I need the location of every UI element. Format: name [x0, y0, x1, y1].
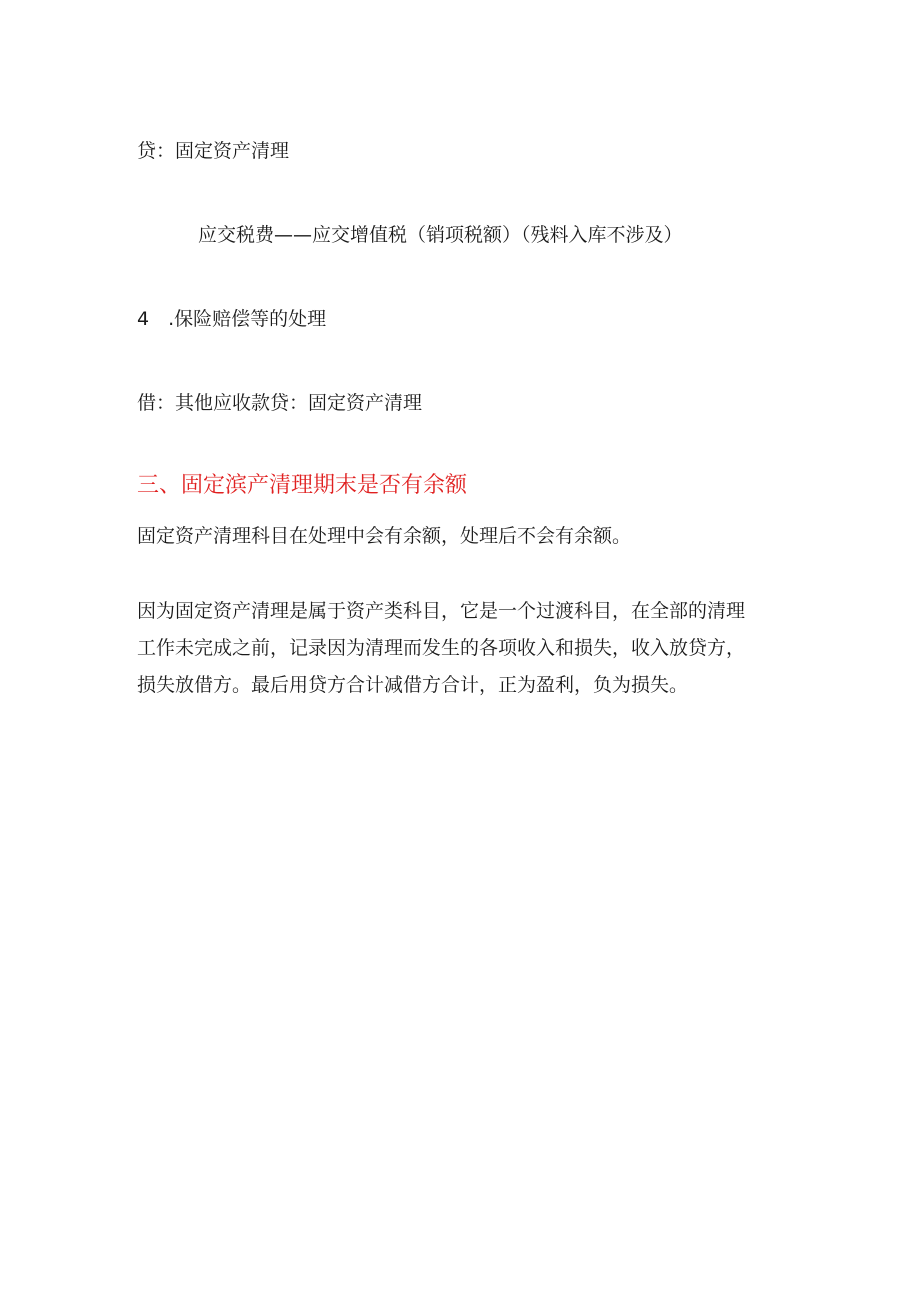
paragraph-explanation-line-3: 损失放借方。最后用贷方合计减借方合计，正为盈利，负为损失。 — [137, 674, 689, 696]
paragraph-explanation — [137, 593, 797, 704]
section-heading: 三、固定滨产清理期末是否有余额 — [137, 473, 468, 498]
paragraph-balance-note: 固定资产清理科目在处理中会有余额，处理后不会有余额。 — [137, 525, 632, 547]
paragraph-explanation-line-2: 工作未完成之前，记录因为清理而发生的各项收入和损失，收入放贷方， — [137, 637, 746, 659]
debit-other-receivables-line: 借：其他应收款贷：固定资产清理 — [137, 392, 423, 414]
tax-payable-line: 应交税费——应交增值税（销项税额）（残料入库不涉及） — [198, 224, 683, 246]
paragraph-explanation-line-1: 因为固定资产清理是属于资产类科目，它是一个过渡科目，在全部的清理 — [137, 600, 746, 622]
credit-fixed-asset-line: 贷：固定资产清理 — [137, 140, 290, 162]
insurance-item-line: 4 .保险赔偿等的处理 — [137, 308, 327, 330]
